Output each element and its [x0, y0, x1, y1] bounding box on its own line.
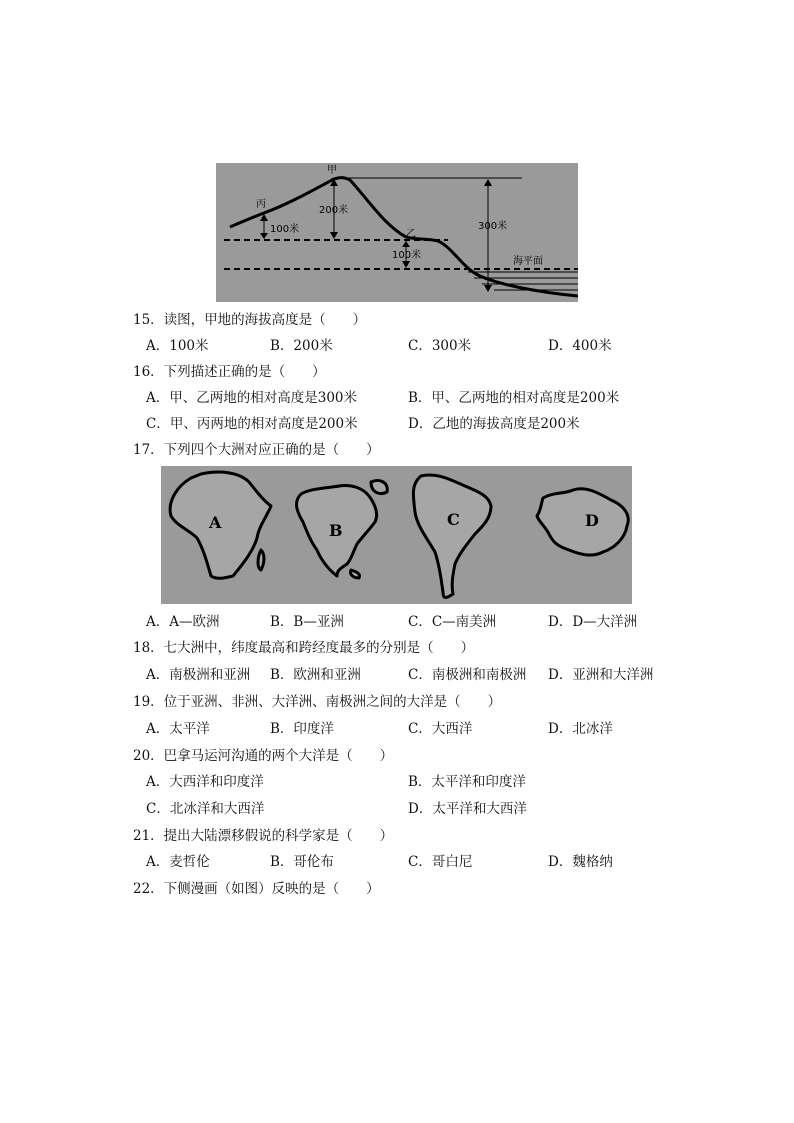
continent-d-antarctica	[537, 489, 628, 555]
arrowhead-200m-bottom	[330, 232, 338, 239]
question-18-option-a: A．南极洲和亚洲	[146, 667, 251, 683]
arrowhead-300m-top	[484, 179, 492, 186]
question-18-option-b: B．欧洲和亚洲	[270, 667, 361, 683]
arrowhead-100m-bing-bottom	[260, 233, 268, 239]
question-16-option-b: B．甲、乙两地的相对高度是200米	[408, 390, 620, 406]
label-continent-b: B	[329, 521, 343, 540]
question-16-stem: 16．下列描述正确的是（ ）	[133, 364, 326, 380]
question-17-option-c: C．C—南美洲	[408, 614, 497, 630]
label-100m-bing: 100米	[270, 224, 300, 235]
question-19-option-a: A．太平洋	[146, 721, 210, 737]
label-sea-level: 海平面	[513, 256, 543, 267]
question-19-stem: 19．位于亚洲、非洲、大洋洲、南极洲之间的大洋是（ ）	[133, 694, 502, 710]
arrowhead-300m-bottom	[484, 285, 492, 292]
question-21-option-a: A．麦哲伦	[146, 854, 210, 870]
label-200m: 200米	[319, 205, 349, 216]
question-21-option-c: C．哥白尼	[408, 854, 473, 870]
label-bing: 丙	[256, 199, 266, 210]
question-21-option-d: D．魏格纳	[548, 854, 613, 870]
question-17-stem: 17．下列四个大洲对应正确的是（ ）	[133, 442, 380, 458]
question-20-option-c: C．北冰洋和大西洋	[146, 801, 265, 817]
madagascar-island	[258, 550, 264, 570]
question-15-option-c: C．300米	[408, 338, 472, 354]
label-yi: 乙	[406, 229, 416, 240]
question-15-stem: 15．读图，甲地的海拔高度是（ ）	[133, 312, 367, 328]
question-16-option-c: C．甲、丙两地的相对高度是200米	[146, 416, 358, 432]
label-continent-d: D	[585, 511, 599, 530]
question-18-stem: 18．七大洲中，纬度最高和跨经度最多的分别是（ ）	[133, 640, 475, 656]
question-15-option-d: D．400米	[548, 338, 612, 354]
question-16-option-d: D．乙地的海拔高度是200米	[408, 416, 580, 432]
arrowhead-100m-yi-top	[402, 241, 410, 247]
question-17-option-a: A．A—欧洲	[146, 614, 220, 630]
question-17-option-b: B．B—亚洲	[270, 614, 344, 630]
question-21-stem: 21．提出大陆漂移假说的科学家是（ ）	[133, 828, 394, 844]
terrain-profile-figure	[216, 163, 578, 302]
question-18-option-d: D．亚洲和大洋洲	[548, 667, 654, 683]
question-20-option-a: A．大西洋和印度洋	[146, 774, 264, 790]
caribbean-island	[350, 570, 359, 578]
question-20-option-b: B．太平洋和印度洋	[408, 774, 526, 790]
label-300m: 300米	[478, 221, 508, 232]
question-18-option-c: C．南极洲和南极洲	[408, 667, 527, 683]
question-19-option-d: D．北冰洋	[548, 721, 613, 737]
label-100m-yi: 100米	[392, 250, 422, 261]
terrain-profile-diagram	[216, 163, 578, 302]
question-15-option-b: B．200米	[270, 338, 333, 354]
question-20-stem: 20．巴拿马运河沟通的两个大洋是（ ）	[133, 748, 394, 764]
arrowhead-100m-yi-bottom	[402, 261, 410, 268]
continents-map	[161, 466, 632, 604]
question-15-option-a: A．100米	[146, 338, 209, 354]
continent-c-south-america	[413, 475, 491, 598]
greenland-island	[371, 480, 387, 493]
question-21-option-b: B．哥伦布	[270, 854, 334, 870]
question-17-option-d: D．D—大洋洲	[548, 614, 638, 630]
continents-figure	[161, 466, 632, 604]
question-20-option-d: D．太平洋和大西洋	[408, 801, 527, 817]
question-16-option-a: A．甲、乙两地的相对高度是300米	[146, 390, 358, 406]
label-continent-a: A	[209, 513, 222, 532]
question-22-stem: 22．下侧漫画（如图）反映的是（ ）	[133, 881, 380, 897]
question-19-option-c: C．大西洋	[408, 721, 473, 737]
label-continent-c: C	[447, 510, 460, 529]
label-jia: 甲	[327, 165, 337, 176]
question-19-option-b: B．印度洋	[270, 721, 334, 737]
